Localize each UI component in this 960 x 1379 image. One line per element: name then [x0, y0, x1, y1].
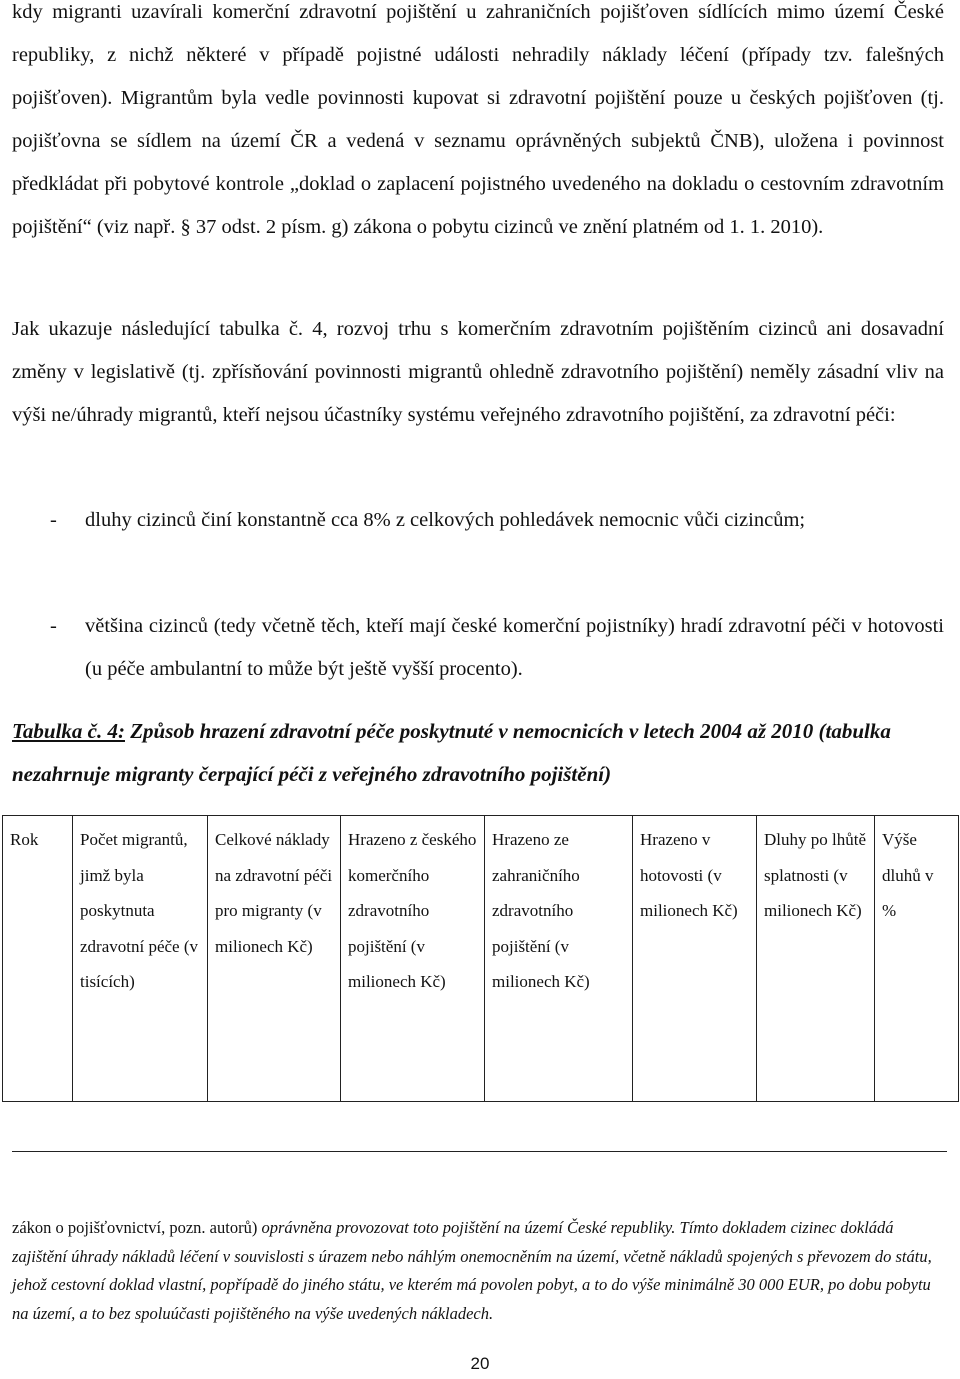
- footnote-italic-text: oprávněna provozovat toto pojištění na území České republiky. Tímto dokladem cizinec dokládá zajištění úhrady nákladů léčení v souvislosti s úrazem nebo náhlým onemocněním na území, včetně nákladů spojených s převozem do státu, jehož cestovní doklad vlastní, popřípadě do jiného státu, ve kterém má povolen pobyt, a to do výše minimálně 30 000 EUR, po dobu pobytu na území, a to bez spoluúčasti pojištěného na výše uvedených nákladech.: [12, 1218, 932, 1323]
- body-paragraph-2: Jak ukazuje následující tabulka č. 4, rozvoj trhu s komerčním zdravotním pojištěním cizinců ani dosavadní změny v legislativě (tj. zpřísňování povinnosti migrantů ohledně zdravotního pojištění) neměly zásadní vliv na výši ne/úhrady migrantů, kteří nejsou účastníky systému veřejného zdravotního pojištění, za zdravotní péči:: [12, 318, 944, 426]
- footnote-plain-text: zákon o pojišťovnictví, pozn. autorů): [12, 1218, 262, 1237]
- body-paragraph-1: kdy migranti uzavírali komerční zdravotní pojištění u zahraničních pojišťoven sídlících mimo území České republiky, z nichž některé v případě pojistné události nehradily náklady léčení (případy tzv. falešných pojišťoven). Migrantům byla vedle povinnosti kupovat si zdravotní pojištění pouze u českých pojišťoven (tj. pojišťovna se sídlem na území ČR a vedená v seznamu oprávněných subjektů ČNB), uložena i povinnost předkládat při pobytové kontrole „doklad o zaplacení pojistného uvedeného na dokladu o cestovním zdravotním pojištění“ (viz např. § 37 odst. 2 písm. g) zákona o pobytu cizinců ve znění platném od 1. 1. 2010).: [12, 1, 944, 238]
- table-header-cell: Dluhy po lhůtě splatnosti (v milionech Kč): [757, 816, 875, 1102]
- table-header-cell: Hrazeno ze zahraničního zdravotního pojištění (v milionech Kč): [485, 816, 633, 1102]
- table-caption-label: Tabulka č. 4:: [12, 719, 125, 743]
- data-table: [2, 815, 959, 1102]
- bullet-text: dluhy cizinců činí konstantně cca 8% z celkových pohledávek nemocnic vůči cizincům;: [85, 509, 806, 531]
- table-header-cell: Počet migrantů, jimž byla poskytnuta zdravotní péče (v tisících): [73, 816, 208, 1102]
- bullet-text: většina cizinců (tedy včetně těch, kteří mají české komerční pojistníky) hradí zdravotní péči v hotovosti (u péče ambulantní to může být ještě vyšší procento).: [85, 615, 944, 680]
- table-caption-text: Způsob hrazení zdravotní péče poskytnuté v nemocnicích v letech 2004 až 2010 (tabulka nezahrnuje migranty čerpající péči z veřejného zdravotního pojištění): [12, 719, 891, 786]
- table-header-cell: Rok: [3, 816, 73, 1102]
- bullet-item: [12, 605, 944, 691]
- bullet-item: [12, 499, 944, 542]
- table-header-row: [3, 816, 959, 1102]
- bullet-dash: -: [50, 615, 57, 637]
- page-number: 20: [470, 1354, 490, 1373]
- footnote-divider: [12, 1151, 947, 1152]
- table-caption: [12, 710, 944, 796]
- table-header-cell: Hrazeno z českého komerčního zdravotního pojištění (v milionech Kč): [341, 816, 485, 1102]
- table-header-cell: Celkové náklady na zdravotní péči pro migranty (v milionech Kč): [208, 816, 341, 1102]
- table-header-cell: Výše dluhů v %: [875, 816, 959, 1102]
- bullet-dash: -: [50, 509, 57, 531]
- footnote: [12, 1214, 944, 1328]
- table-header-cell: Hrazeno v hotovosti (v milionech Kč): [633, 816, 757, 1102]
